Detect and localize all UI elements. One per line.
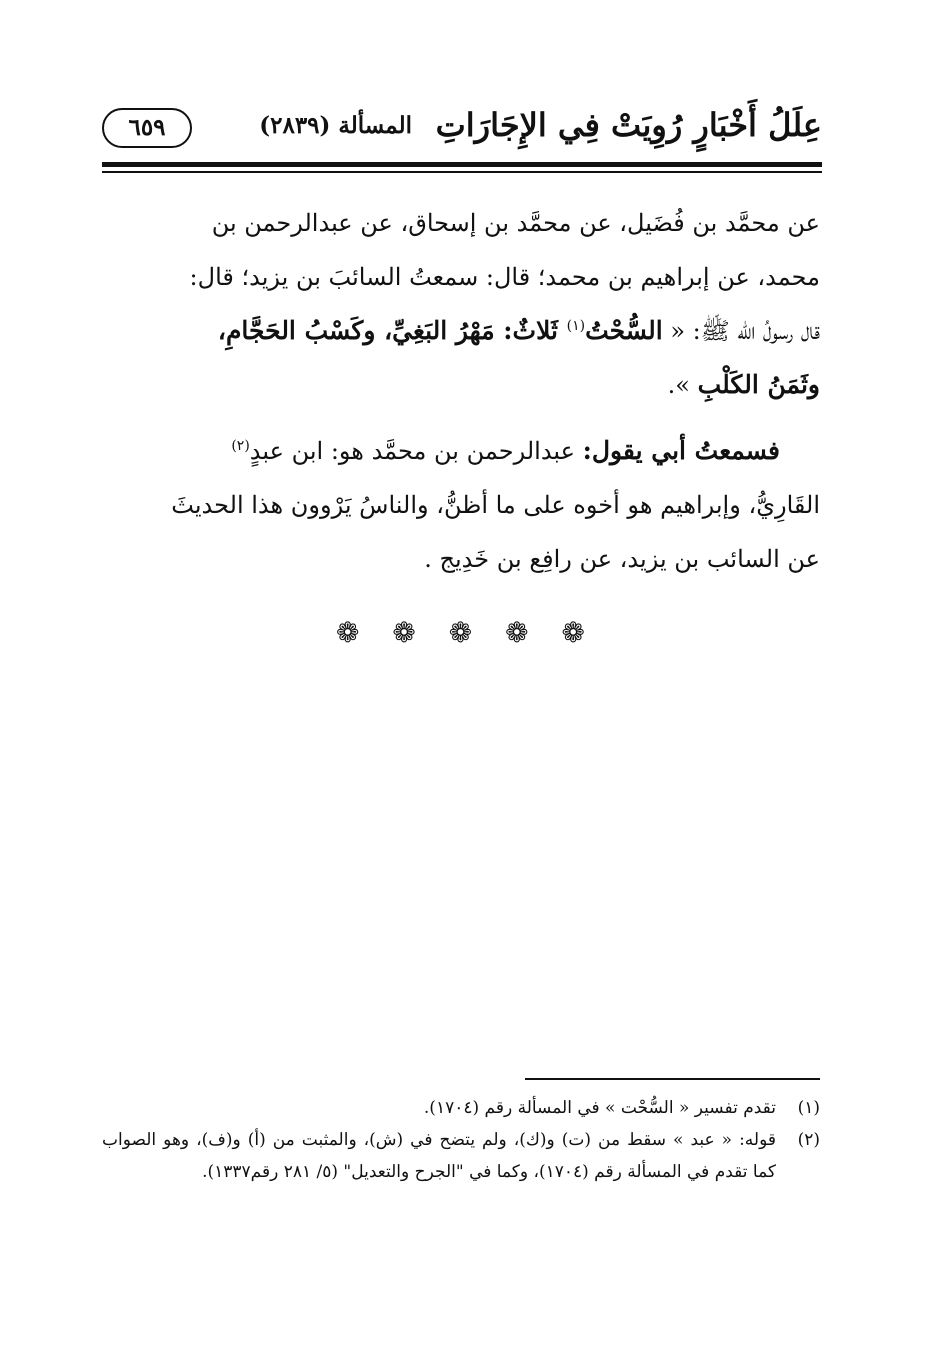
footnote-1 bbox=[102, 1092, 820, 1124]
footnotes bbox=[102, 1092, 820, 1188]
hadith-word-sohot: السُّحْتُ bbox=[585, 316, 663, 345]
section-divider-ornaments bbox=[0, 616, 931, 649]
footnote-ref-2[interactable]: (٢) bbox=[231, 438, 250, 454]
commentary-lead: فسمعتُ أبي يقول: bbox=[582, 436, 780, 465]
ornament-icon: ❁ bbox=[392, 616, 426, 649]
header-rule-thick bbox=[102, 162, 822, 167]
masala-label: المسألة (٢٨٣٩) bbox=[259, 112, 412, 139]
text-line: قال رسولُ الله ﷺ: « bbox=[662, 317, 820, 345]
text-line: القَارِيُّ، وإبراهيم هو أخوه على ما أظنُّ، والناسُ يَرْوون هذا الحديثَ bbox=[171, 491, 820, 519]
paragraph-hadith bbox=[102, 196, 820, 412]
hadith-text-bold: وثَمَنُ الكَلْبِ bbox=[697, 370, 820, 399]
text-line: عبدالرحمن بن محمَّد هو: ابن عبدٍ bbox=[249, 437, 583, 465]
footnote-text: تقدم تفسير « السُّحْت » في المسألة رقم (١٧٠٤). bbox=[423, 1098, 776, 1118]
page-number: ٦٥٩ bbox=[102, 108, 192, 148]
page-header bbox=[102, 100, 822, 160]
ornament-icon: ❁ bbox=[336, 616, 370, 649]
footnote-number: (١) bbox=[797, 1098, 820, 1118]
footnote-text: قوله: « عبد » سقط من (ت) و(ك)، ولم يتضح في (ش)، والمثبت من (أ) و(ف)، وهو الصواب كما تقدم في المسألة رقم (١٧٠٤)، وكما في "الجرح والتعديل" (٥/ ٢٨١ رقم١٣٣٧). bbox=[102, 1130, 776, 1182]
header-rule-thin bbox=[102, 171, 822, 173]
ornament-icon: ❁ bbox=[448, 616, 483, 649]
text-line: عن محمَّد بن فُضَيل، عن محمَّد بن إسحاق، عن عبدالرحمن بن bbox=[211, 209, 820, 237]
text-line: محمد، عن إبراهيم بن محمد؛ قال: سمعتُ السائبَ بن يزيد؛ قال: bbox=[189, 263, 820, 291]
text-line: ». bbox=[667, 371, 698, 399]
hadith-text-bold: ثَلاثٌ: مَهْرُ البَغِيِّ، وكَسْبُ الحَجَّامِ، bbox=[217, 316, 567, 345]
footnote-2 bbox=[102, 1124, 820, 1188]
footnote-number: (٢) bbox=[797, 1130, 820, 1150]
text-line: عن السائب بن يزيد، عن رافِع بن خَدِيج . bbox=[424, 545, 820, 573]
body-text bbox=[102, 196, 820, 586]
paragraph-commentary bbox=[102, 424, 820, 586]
footnote-ref-1[interactable]: (١) bbox=[566, 318, 586, 334]
book-title: عِلَلُ أَخْبَارٍ رُوِيَتْ فِي الإِجَارَاتِ bbox=[435, 106, 822, 144]
footnote-separator bbox=[525, 1078, 820, 1080]
ornament-icon: ❁ bbox=[561, 616, 595, 649]
ornament-icon: ❁ bbox=[505, 616, 539, 649]
